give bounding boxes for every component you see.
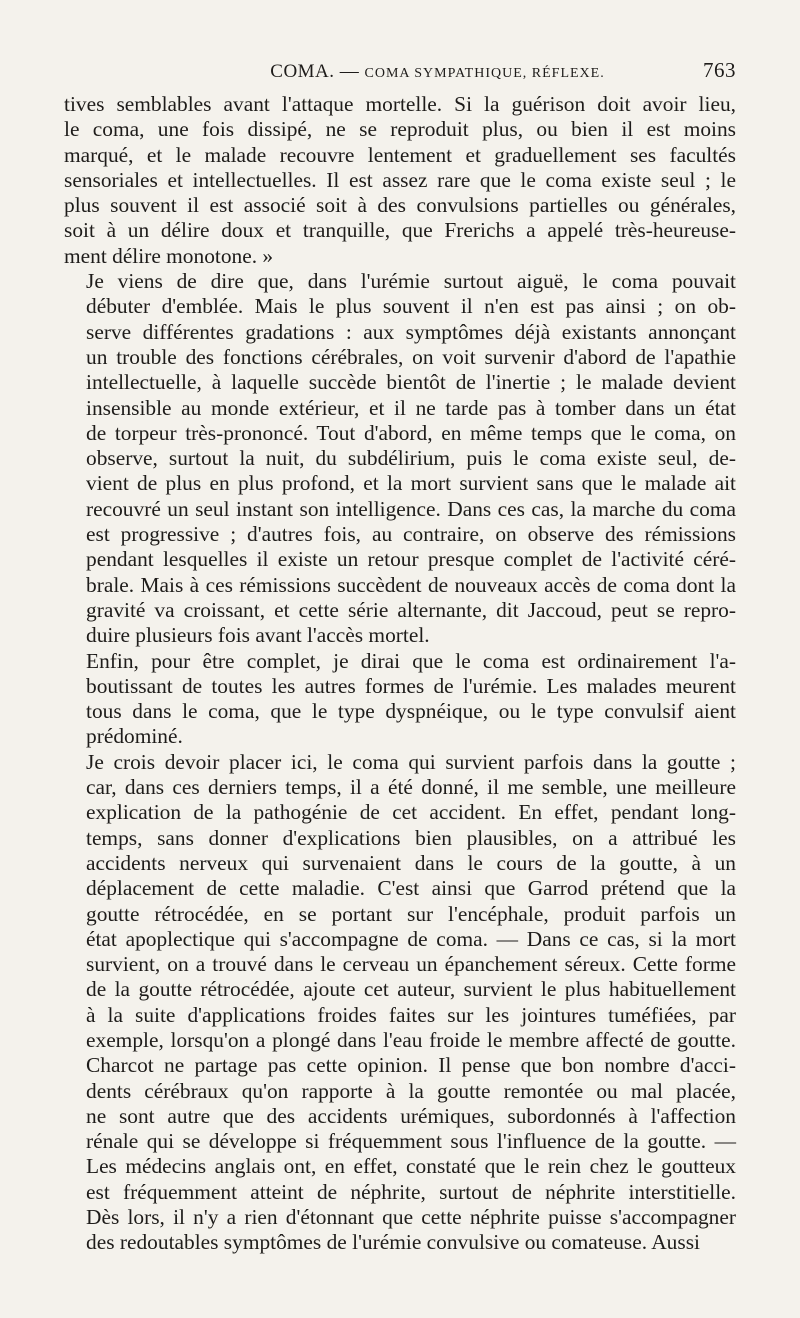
text-line: est progressive ; d'autres fois, au contraire, on observe des rémissions: [86, 522, 736, 547]
text-line: Charcot ne partage pas cette opinion. Il pense que bon nombre d'acci-: [86, 1053, 736, 1078]
paragraph: [64, 269, 736, 648]
text-line: accidents nerveux qui survenaient dans le cours de la goutte, à un: [86, 850, 736, 875]
paragraph: [64, 92, 736, 269]
text-line: boutissant de toutes les autres formes de l'urémie. Les malades meurent: [86, 673, 736, 698]
text-line: recouvré un seul instant son intelligence. Dans ces cas, la marche du coma: [86, 496, 736, 521]
text-line: le coma, une fois dissipé, ne se reproduit plus, ou bien il est moins: [64, 117, 736, 142]
text-line: vient de plus en plus profond, et la mort survient sans que le malade ait: [86, 471, 736, 496]
text-line: sensoriales et intellectuelles. Il est assez rare que le coma existe seul ; le: [64, 167, 736, 192]
text-line: intellectuelle, à laquelle succède bientôt de l'inertie ; le malade devient: [86, 370, 736, 395]
text-line: dents cérébraux qu'on rapporte à la goutte remontée ou mal placée,: [86, 1078, 736, 1103]
text-line: des redoutables symptômes de l'urémie convulsive ou comateuse. Aussi: [86, 1230, 700, 1255]
text-line: état apoplectique qui s'accompagne de coma. — Dans ce cas, si la mort: [86, 926, 736, 951]
text-line: insensible au monde extérieur, et il ne tarde pas à tomber dans un état: [86, 395, 736, 420]
body-text: [64, 92, 736, 1256]
section-subtitle: COMA SYMPATHIQUE, RÉFLEXE.: [364, 66, 605, 81]
text-line: ne sont autre que des accidents urémiques, subordonnés à l'affection: [86, 1103, 736, 1128]
text-line: rénale qui se développe si fréquemment sous l'influence de la goutte. —: [86, 1129, 736, 1154]
text-line: tous dans le coma, que le type dyspnéique, ou le type convulsif aient: [86, 699, 736, 724]
text-line: débuter d'emblée. Mais le plus souvent il n'en est pas ainsi ; on ob-: [86, 294, 736, 319]
text-line: pendant lesquelles il existe un retour presque complet de l'activité céré-: [86, 547, 736, 572]
text-line: Dès lors, il n'y a rien d'étonnant que cette néphrite puisse s'accompagner: [86, 1205, 736, 1230]
text-line: est fréquemment atteint de néphrite, surtout de néphrite interstitielle.: [86, 1179, 736, 1204]
text-line: plus souvent il est associé soit à des convulsions partielles ou générales,: [64, 193, 736, 218]
text-line: temps, sans donner d'explications bien plausibles, on a attribué les: [86, 825, 736, 850]
text-line: brale. Mais à ces rémissions succèdent de nouveaux accès de coma dont la: [86, 572, 736, 597]
text-line: survient, on a trouvé dans le cerveau un épanchement séreux. Cette forme: [86, 952, 736, 977]
text-line: ment délire monotone. »: [64, 243, 274, 268]
text-line: à la suite d'applications froides faites sur les jointures tuméfiées, par: [86, 1002, 736, 1027]
text-line: serve différentes gradations : aux symptômes déjà existants annonçant: [86, 319, 736, 344]
title-dash: —: [339, 61, 360, 82]
running-title: [64, 61, 703, 83]
text-line: explication de la pathogénie de cet accident. En effet, pendant long-: [86, 800, 736, 825]
text-line: goutte rétrocédée, en se portant sur l'encéphale, produit parfois un: [86, 901, 736, 926]
text-line: Je crois devoir placer ici, le coma qui survient parfois dans la goutte ;: [86, 749, 736, 774]
running-head: [64, 58, 736, 92]
text-line: exemple, lorsqu'on a plongé dans l'eau froide le membre affecté de goutte.: [86, 1027, 736, 1052]
text-line: car, dans ces derniers temps, il a été donné, il me semble, une meilleure: [86, 775, 736, 800]
text-line: de torpeur très-prononcé. Tout d'abord, en même temps que le coma, on: [86, 420, 736, 445]
paragraph: [64, 649, 736, 750]
text-line: observe, surtout la nuit, du subdélirium, puis le coma existe seul, de-: [86, 446, 736, 471]
text-line: un trouble des fonctions cérébrales, on voit survenir d'abord de l'apathie: [86, 344, 736, 369]
text-line: gravité va croissant, et cette série alternante, dit Jaccoud, peut se repro-: [86, 597, 736, 622]
page-number: 763: [703, 58, 736, 82]
text-line: marqué, et le malade recouvre lentement et graduellement ses facultés: [64, 142, 736, 167]
text-line: Enfin, pour être complet, je dirai que le coma est ordinairement l'a-: [86, 648, 736, 673]
text-line: de la goutte rétrocédée, ajoute cet auteur, survient le plus habituellement: [86, 977, 736, 1002]
text-line: prédominé.: [86, 724, 183, 749]
text-line: Je viens de dire que, dans l'urémie surtout aiguë, le coma pouvait: [86, 269, 736, 294]
text-line: soit à un délire doux et tranquille, que Frerichs a appelé très-heureuse-: [64, 218, 736, 243]
text-line: déplacement de cette maladie. C'est ainsi que Garrod prétend que la: [86, 876, 736, 901]
book-page: [64, 58, 736, 1256]
text-line: duire plusieurs fois avant l'accès mortel.: [86, 623, 430, 648]
paragraph: [64, 750, 736, 1256]
text-line: Les médecins anglais ont, en effet, constaté que le rein chez le goutteux: [86, 1154, 736, 1179]
text-line: tives semblables avant l'attaque mortelle. Si la guérison doit avoir lieu,: [64, 92, 736, 116]
section-title: COMA.: [270, 61, 335, 82]
